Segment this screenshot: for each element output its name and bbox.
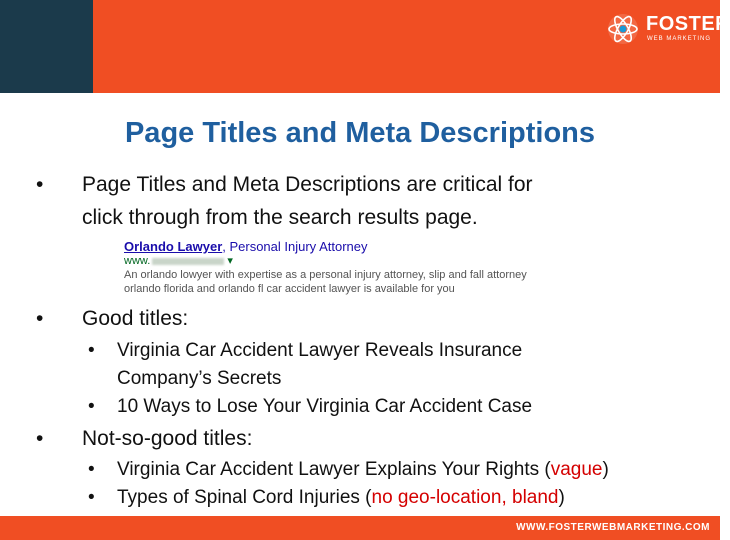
bad-titles-label: Not-so-good titles [82, 427, 247, 450]
bullet1-line1: Page Titles and Meta Descriptions are critical for [82, 173, 533, 196]
search-result-example [120, 238, 560, 298]
serp-desc-line2: orlando florida and orlando fl car accident lawyer is available for you [124, 283, 455, 295]
good-titles-label: Good titles [82, 307, 183, 330]
serp-url-text: www. [124, 255, 151, 267]
slide-title: Page Titles and Meta Descriptions [124, 117, 596, 149]
atom-logo-icon [606, 12, 640, 46]
footer-url: WWW.FOSTERWEBMARKETING.COM [516, 522, 710, 533]
good-titles-heading [82, 307, 188, 331]
good-titles-colon: : [182, 307, 189, 330]
serp-desc-line1: An orlando lowyer with expertise as a personal injury attorney, slip and fall attorney [124, 269, 527, 281]
serp-title [124, 239, 368, 254]
logo-tagline: WEB MARKETING [647, 36, 712, 42]
foster-logo [606, 10, 730, 50]
logo-name: FOSTER [646, 13, 730, 35]
bullet1-line2: click through from the search results page. [82, 206, 478, 229]
good-item2: 10 Ways to Lose Your Virginia Car Accident Case [117, 396, 533, 417]
bad-item2-close: ) [558, 487, 565, 508]
header-dark-block [0, 0, 93, 93]
serp-url [124, 254, 233, 267]
bad-item1 [117, 459, 609, 481]
serp-url-blur [152, 258, 224, 265]
bad-titles-colon: : [246, 427, 253, 450]
serp-title-main: Orlando Lawyer [124, 239, 223, 254]
sub-bullet-icon: • [88, 396, 95, 417]
bullet-icon: • [36, 307, 44, 330]
bullet-icon: • [36, 427, 44, 450]
bad-titles-heading [82, 427, 252, 451]
serp-url-arrow-icon: ▾ [224, 255, 233, 267]
bad-item1-note: vague [550, 459, 603, 480]
bullet-icon: • [36, 173, 44, 196]
bad-item1-text: Virginia Car Accident Lawyer Explains Your Rights ( [117, 459, 551, 480]
bad-item2-text: Types of Spinal Cord Injuries ( [117, 487, 372, 508]
good-item1-line1: Virginia Car Accident Lawyer Reveals Insurance [117, 340, 523, 361]
sub-bullet-icon: • [88, 459, 95, 480]
serp-title-rest: , Personal Injury Attorney [222, 239, 368, 254]
bad-item2 [117, 487, 565, 509]
bad-item2-note: no geo-location, bland [371, 487, 559, 508]
sub-bullet-icon: • [88, 340, 95, 361]
bad-item1-close: ) [602, 459, 609, 480]
good-item1-line2: Company’s Secrets [117, 368, 282, 389]
sub-bullet-icon: • [88, 487, 95, 508]
